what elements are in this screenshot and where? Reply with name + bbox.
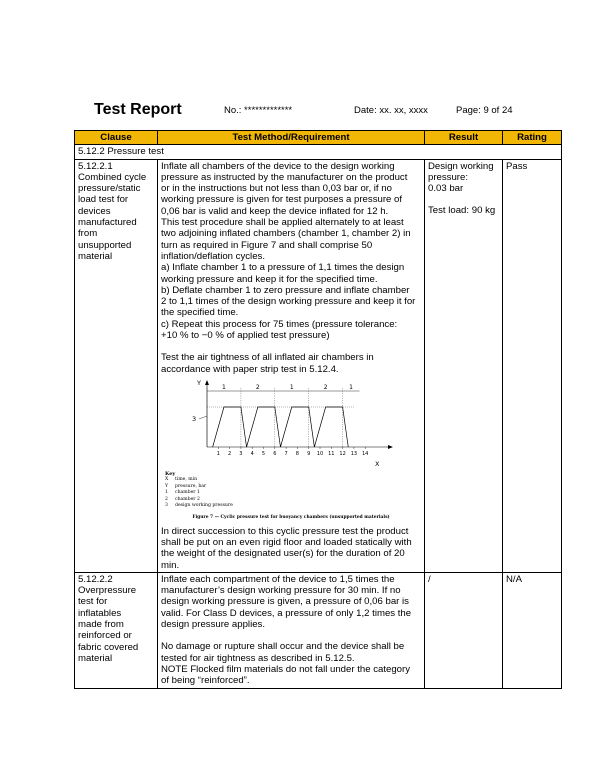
- text-line: a) Inflate chamber 1 to a pressure of 1,1 times the design: [161, 262, 405, 274]
- text-line: This test procedure shall be applied alternately to at least: [161, 217, 404, 229]
- text-line: made from: [78, 619, 124, 631]
- clause-number: 5.12.2.2: [78, 573, 113, 585]
- x-tick-label: 9: [307, 450, 311, 457]
- text-line: inflation/deflation cycles.: [161, 250, 265, 262]
- method-paragraph-2: [161, 641, 421, 686]
- text-line: material: [78, 250, 113, 262]
- chamber-label: 1: [222, 383, 226, 391]
- text-line: pressure/static: [78, 183, 141, 195]
- column-header-method: Test Method/Requirement: [158, 131, 425, 145]
- text-line: Overpressure: [78, 585, 137, 597]
- key-symbol: 3: [165, 502, 168, 508]
- text-line: from: [78, 228, 98, 240]
- text-line: manufactured: [78, 217, 137, 229]
- x-tick-label: 3: [239, 450, 243, 457]
- text-line: In direct succession to this cyclic pressure test the product: [161, 525, 409, 537]
- pressure-cycle-line: [247, 407, 281, 447]
- key-symbol: Y: [165, 483, 169, 489]
- key-symbol: X: [165, 477, 169, 483]
- text-line: pressure:: [428, 171, 468, 183]
- text-line: min.: [161, 559, 180, 571]
- text-line: unsupported: [78, 239, 132, 251]
- text-line: test for: [78, 596, 108, 608]
- text-line: material: [78, 652, 113, 664]
- y-tick-label: 3: [192, 414, 197, 423]
- text-line: devices: [78, 205, 111, 217]
- text-line: reinforced or: [78, 630, 132, 642]
- key-text: time, min: [175, 477, 198, 483]
- pressure-cycles: [207, 407, 354, 447]
- key-text: pressure, bar: [175, 483, 207, 489]
- text-line: 0,06 bar is valid and keep the device inflated for 12 h.: [161, 205, 389, 217]
- x-tick-label: 13: [350, 450, 358, 457]
- figure-key: [165, 471, 421, 509]
- clause-title: [78, 172, 154, 262]
- key-text: chamber 1: [175, 490, 200, 496]
- x-tick-label: 11: [328, 450, 335, 457]
- text-line: c) Repeat this process for 75 times (pressure tolerance:: [161, 318, 398, 330]
- text-line: tested for air tightness as described in 5.12.5.: [161, 652, 355, 664]
- key-row: [165, 503, 421, 509]
- clause-title: [78, 585, 154, 664]
- clause-cell: [75, 159, 158, 572]
- x-tick-label: 2: [228, 450, 232, 457]
- text-line: No damage or rupture shall occur and the device shall be: [161, 641, 405, 653]
- text-line: valid. For Class D devices, a pressure of only 1,2 times the: [161, 607, 412, 619]
- result-cell: /: [425, 572, 503, 688]
- text-line: load test for: [78, 194, 129, 206]
- table-row: [75, 159, 562, 572]
- text-line: Design working: [428, 160, 494, 172]
- x-tick-label: 1: [216, 450, 220, 457]
- report-date: Date: xx. xx, xxxx: [354, 105, 428, 116]
- method-paragraph-1: [161, 574, 421, 630]
- text-line: of being “reinforced”.: [161, 675, 250, 687]
- text-line: design pressure applies.: [161, 619, 265, 631]
- text-line: 0.03 bar: [428, 183, 464, 195]
- text-line: Inflate each compartment of the device to 1,5 times the: [161, 573, 395, 585]
- text-line: NOTE Flocked film materials do not fall under the category: [161, 663, 411, 675]
- method-cell: [158, 159, 425, 572]
- method-paragraph-3: [161, 526, 421, 571]
- rating-cell: Pass: [503, 159, 562, 572]
- report-header: [0, 101, 600, 121]
- pressure-cycle-line: [213, 407, 247, 447]
- text-line: the weight of the designated user(s) for the duration of 20: [161, 548, 405, 560]
- key-symbol: 1: [165, 490, 168, 496]
- figure-7: [161, 377, 421, 524]
- x-axis-arrow: [388, 445, 393, 449]
- column-header-rating: Rating: [503, 131, 562, 145]
- method-paragraph-1: [161, 161, 421, 342]
- report-title: Test Report: [94, 101, 182, 118]
- rating-cell: N/A: [503, 572, 562, 688]
- section-title: 5.12.2 Pressure test: [75, 145, 562, 159]
- report-number: No.: *************: [224, 105, 293, 116]
- chamber-label: 2: [323, 383, 328, 391]
- design-pressure-leader: [199, 416, 207, 419]
- x-tick-label: 10: [316, 450, 324, 457]
- text-line: 2 to 1,1 times of the design working pressure and keep it for: [161, 296, 416, 308]
- x-tick-label: 7: [284, 450, 288, 457]
- column-header-clause: Clause: [75, 131, 158, 145]
- section-row: [75, 145, 562, 159]
- text-line: fabric covered: [78, 641, 139, 653]
- page-indicator: Page: 9 of 24: [456, 105, 513, 116]
- x-tick-label: 8: [295, 450, 299, 457]
- result-test-load: Test load: 90 kg: [428, 205, 496, 217]
- x-tick-label: 4: [250, 450, 254, 457]
- text-line: b) Deflate chamber 1 to zero pressure and inflate chamber: [161, 284, 410, 296]
- text-line: Test the air tightness of all inflated air chambers in: [161, 352, 374, 364]
- text-line: the specified time.: [161, 307, 239, 319]
- text-line: working pressure is given for test purposes a pressure of: [161, 194, 403, 206]
- y-axis-label: Y: [197, 378, 201, 387]
- text-line: inflatables: [78, 607, 122, 619]
- text-line: working pressure and keep it for the specified time.: [161, 273, 378, 285]
- key-title: Key: [165, 470, 176, 477]
- x-tick-label: 12: [339, 450, 346, 457]
- y-axis-arrow: [205, 380, 209, 385]
- chamber-label: 1: [349, 383, 353, 391]
- clause-cell: [75, 572, 158, 688]
- text-line: turn as required in Figure 7 and shall comprise 50: [161, 239, 373, 251]
- text-line: Combined cycle: [78, 171, 147, 183]
- report-table: [74, 130, 562, 689]
- chamber-label: 2: [255, 383, 260, 391]
- figure-caption: Figure 7 — Cyclic pressure test for buoyancy chambers (unsupported materials): [192, 515, 390, 521]
- text-line: shall be put on an even rigid floor and loaded statically with: [161, 536, 412, 548]
- text-line: or in the instructions but not less than 0,03 bar or, if no: [161, 183, 392, 195]
- clause-number: 5.12.2.1: [78, 160, 113, 172]
- text-line: Inflate all chambers of the device to the design working: [161, 160, 395, 172]
- table-row: [75, 572, 562, 688]
- method-paragraph-2: [161, 352, 421, 375]
- table-header-row: [75, 131, 562, 145]
- key-symbol: 2: [165, 496, 168, 502]
- method-cell: [158, 572, 425, 688]
- text-line: design working pressure is given, a pressure of 0,06 bar is: [161, 596, 409, 608]
- text-line: pressure as instructed by the manufacturer on the product: [161, 171, 408, 183]
- pressure-cycle-line: [280, 407, 314, 447]
- text-line: two adjoining inflated chambers (chamber 1, chamber 2) in: [161, 228, 411, 240]
- cyclic-pressure-chart: [161, 377, 421, 469]
- x-tick-label: 14: [362, 450, 369, 457]
- x-axis-label: X: [375, 459, 380, 468]
- column-header-result: Result: [425, 131, 503, 145]
- x-tick-label: 6: [273, 450, 277, 457]
- x-ticks: [217, 447, 369, 457]
- text-line: accordance with paper strip test in 5.12.4.: [161, 363, 339, 375]
- result-cell: [425, 159, 503, 572]
- text-line: +10 % to −0 % of applied test pressure): [161, 330, 330, 342]
- pressure-cycle-line: [314, 407, 348, 447]
- key-text: chamber 2: [175, 496, 200, 502]
- chamber-label: 1: [289, 383, 294, 391]
- x-tick-label: 5: [261, 450, 266, 457]
- text-line: manufacturer’s design working pressure for 30 min. If no: [161, 585, 401, 597]
- key-text: design working pressure: [175, 502, 233, 508]
